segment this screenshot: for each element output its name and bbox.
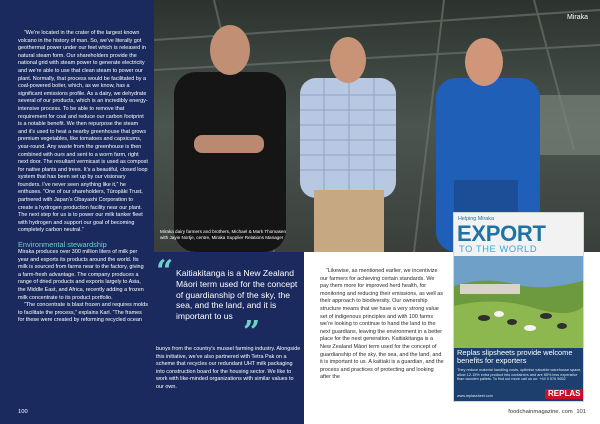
footer-right xyxy=(506,409,586,415)
ad-url-link[interactable]: www.replassheet.com xyxy=(457,394,493,398)
left-article-column xyxy=(18,30,148,325)
ad-landscape-image xyxy=(454,256,584,348)
article-paragraph: “We’re located in the crater of the largest known volcano in the history of man. So, we’ve literally got geothermal power under our feet which is released in natural steam form. Our shareholders provide the national grid with steam power to generate electricity and we’re able to use that clean steam to power our plant. Normally, that process would be facilitated by a coal-powered boiler, which, as we know, has a significant emissions profile. As a dairy, we dehydrate several of our products, which is an incredibly energy-intensive process. To be able to remove that requirement for coal and reduce our carbon footprint is a notable benefit. We then repurpose the steam and it’s used to heat a nearby greenhouse that grows premium vegetables, like tomatoes and capsicums, year-round. Any waste from the greenhouse is then combined with ours and sent to a worm farm, right next door. The resultant vermicast is used as compost for native plants and trees. It’s a beautiful, closed loop system that has been set up by our visionary founders. I’ve never seen anything like it,” he enthuses. “One of our shareholders, Tūropāki Trust, partnered with Japan’s Obayashi Corporation to create a hydrogen production facility near our plant. The next step for us is to power our milk tanker fleet with hydrogen and support our goal of becoming completely carbon neutral.” xyxy=(18,30,148,234)
article-paragraph: Miraka produces over 300 million liters of milk per year and exports its products around the world. Its milk is sourced from farms near to the factory, giving a farm-fresh advantage. The company produces a range of dried products and exports largely to Asia, the Middle East, and Africa, recently adding a frozen milk concentrate to its product portfolio. xyxy=(18,249,144,301)
ad-kicker: Helping Miraka xyxy=(458,216,494,222)
section-tag: Miraka xyxy=(566,14,588,21)
photo-caption: Miraka dairy farmers and brothers, Michael & Mark Thomasen with Jayie Nortje, centre, Miraka Supplier Relations Manager xyxy=(160,229,287,240)
section-heading: Environmental stewardship xyxy=(18,240,107,250)
ad-headline: EXPORT xyxy=(457,221,546,246)
ad-subhead: TO THE WORLD xyxy=(459,244,538,254)
replas-logo: REPLAS xyxy=(545,389,583,399)
magazine-url: foodchainmagazine. com xyxy=(508,409,573,415)
page-number-left: 100 xyxy=(18,409,28,415)
pull-quote: Kaitiakitanga is a New Zealand Māori term used for the concept of guardianship of the sky, the sea, and the land, and it is important to us xyxy=(176,268,298,322)
ad-body-text: They reduce material handling costs, optimise valuable warehouse space, allow 12-15% extra product into containers and are 85% less expensive than wooden pallets. To find out more call us on: +64 9 576 9652 xyxy=(457,368,582,382)
page-number-right: 101 xyxy=(576,409,586,415)
right-article-column xyxy=(320,268,444,382)
ad-tagline: Replas slipsheets provide welcome benefits for exporters xyxy=(457,348,573,366)
article-paragraph: buoys from the country’s mussel farming industry. Alongside this initiative, we’ve also partnered with Tetra Pak on a scheme that recycles our redundant UHT milk packaging into construction board for the housing sector. We like to work with like-minded organizations with similar values to our own. xyxy=(156,346,301,390)
article-paragraph: “Likewise, as mentioned earlier, we incentivize our farmers for achieving certain standards. We pay them more for improved herd health, for monitoring and reducing their emissions, as well as their approach to biodiversity. Our ownership structure means that we have a very strong value set of indigenous principles and with 100 farms we’re looking to continue to hand the land to the next guardians, leaving the environment in a better place for the next generation. Kaitiakitanga is a New Zealand Māori term used for the concept of guardianship of the sky, the sea, and the land, and it is important to us. A kaitiaki is a guardian, and the process and practices of protecting and looking after the xyxy=(320,268,444,381)
open-quote-icon: “ xyxy=(156,254,174,289)
replas-advertisement[interactable] xyxy=(453,212,584,402)
close-quote-icon: ” xyxy=(243,315,261,350)
article-paragraph: “The concentrate is blast frozen and requires molds to facilitate the process,” explains Karl. “The frames for these were created by reforming recycled ocean xyxy=(18,302,148,324)
